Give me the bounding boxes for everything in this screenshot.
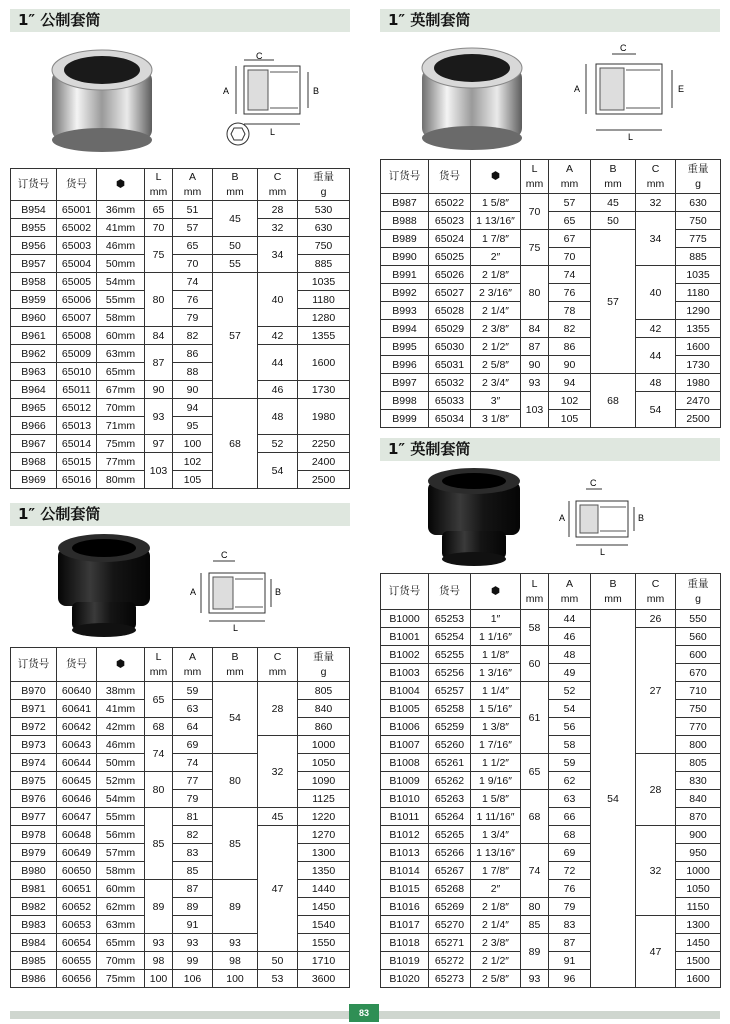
table-row: B1008 65261 1 1/2″ 65 59 28 805	[381, 754, 721, 772]
table-row: B963 65010 65mm 88	[11, 363, 350, 381]
header-a: A mm	[549, 160, 591, 194]
spec-table-imperial-chrome	[380, 159, 721, 428]
table-row: B965 65012 70mm 93 94 68 48 1980	[11, 399, 350, 417]
table-row: B969 65016 80mm 105 2500	[11, 471, 350, 489]
table-row: B1006 65259 1 3/8″ 56 770	[381, 718, 721, 736]
table-row: B1018 65271 2 3/8″ 89 87 1450	[381, 934, 721, 952]
header-b: B mm	[213, 169, 258, 201]
header-weight: 重量 g	[298, 169, 350, 201]
header-b: B mm	[213, 648, 258, 682]
chrome-socket-12pt-photo	[410, 38, 540, 153]
table-row: B1000 65253 1″ 58 44 54 26 550	[381, 610, 721, 628]
table-row: B977 60647 55mm 85 81 85 45 1220	[11, 808, 350, 826]
socket-dimension-diagram	[185, 547, 295, 632]
header-order-no: 订货号	[11, 169, 57, 201]
chrome-socket-photo	[40, 40, 170, 155]
table-row: B987 65022 1 5/8″ 70 57 45 32 630	[381, 194, 721, 212]
table-row: B957 65004 50mm 70 55 885	[11, 255, 350, 273]
header-order-no: 订货号	[381, 574, 429, 610]
table-row: B999 65034 3 1/8″ 105 2500	[381, 410, 721, 428]
diagram-label-b: B	[313, 86, 320, 96]
table-row: B990 65025 2″ 70 885	[381, 248, 721, 266]
header-c: C mm	[258, 169, 298, 201]
socket-dimension-diagram	[556, 475, 656, 560]
table-row: B980 60650 58mm 85 1350	[11, 862, 350, 880]
diagram-label-b: B	[275, 587, 282, 597]
header-weight: 重量 g	[298, 648, 350, 682]
header-c: C mm	[636, 160, 676, 194]
header-size	[97, 169, 145, 201]
section-title-metric-chrome: 1″ 公制套筒	[10, 9, 350, 32]
table-row: B1015 65268 2″ 76 1050	[381, 880, 721, 898]
table-row: B968 65015 77mm 103 102 54 2400	[11, 453, 350, 471]
diagram-label-l: L	[628, 132, 634, 142]
socket-dimension-diagram	[560, 42, 690, 142]
header-l: L mm	[145, 648, 173, 682]
table-row: B974 60644 50mm 74 80 1050	[11, 754, 350, 772]
table-row: B976 60646 54mm 79 1125	[11, 790, 350, 808]
table-row: B1009 65262 1 9/16″ 62 830	[381, 772, 721, 790]
table-row: B998 65033 3″ 103 102 54 2470	[381, 392, 721, 410]
table-row: B975 60645 52mm 80 77 1090	[11, 772, 350, 790]
diagram-label-c: C	[620, 43, 627, 53]
table-row: B966 65013 71mm 95	[11, 417, 350, 435]
diagram-label-a: A	[223, 86, 230, 96]
table-row: B984 60654 65mm 93 93 93 1550	[11, 934, 350, 952]
diagram-label-l: L	[270, 127, 276, 137]
header-l: L mm	[521, 574, 549, 610]
impact-socket-photo	[50, 530, 160, 640]
table-row: B989 65024 1 7/8″ 75 67 57 775	[381, 230, 721, 248]
table-row: B1007 65260 1 7/16″ 58 800	[381, 736, 721, 754]
table-row: B1013 65266 1 13/16″ 74 69 950	[381, 844, 721, 862]
spec-table-imperial-impact	[380, 573, 721, 988]
table-row: B970 60640 38mm 65 59 54 28 805	[11, 682, 350, 700]
diagram-label-c: C	[256, 52, 263, 61]
table-row: B971 60641 41mm 63 840	[11, 700, 350, 718]
table-row: B962 65009 63mm 87 86 44 1600	[11, 345, 350, 363]
table-row: B986 60656 75mm 100 106 100 53 3600	[11, 970, 350, 988]
table-row: B954 65001 36mm 65 51 45 28 530	[11, 201, 350, 219]
nut-icon: ⬢	[490, 585, 501, 597]
table-row: B992 65027 2 3/16″ 76 1180	[381, 284, 721, 302]
table-row: B973 60643 46mm 74 69 32 1000	[11, 736, 350, 754]
table-row: B972 60642 42mm 68 64 860	[11, 718, 350, 736]
table-row: B1012 65265 1 3/4″ 68 32 900	[381, 826, 721, 844]
header-order-no: 订货号	[381, 160, 429, 194]
table-row: B1017 65270 2 1/4″ 85 83 47 1300	[381, 916, 721, 934]
header-item-no: 货号	[57, 648, 97, 682]
table-row: B996 65031 2 5/8″ 90 90 1730	[381, 356, 721, 374]
table-row: B1014 65267 1 7/8″ 72 1000	[381, 862, 721, 880]
table-row: B985 60655 70mm 98 99 98 50 1710	[11, 952, 350, 970]
header-item-no: 货号	[429, 160, 471, 194]
header-a: A mm	[173, 169, 213, 201]
header-weight: 重量 g	[676, 574, 721, 610]
table-row: B982 60652 62mm 89 1450	[11, 898, 350, 916]
table-row: B961 65008 60mm 84 82 42 1355	[11, 327, 350, 345]
header-l: L mm	[145, 169, 173, 201]
page-number: 83	[349, 1004, 379, 1022]
table-row: B1019 65272 2 1/2″ 91 1500	[381, 952, 721, 970]
header-size	[471, 574, 521, 610]
table-row: B994 65029 2 3/8″ 84 82 42 1355	[381, 320, 721, 338]
nut-icon: ⬢	[115, 178, 126, 190]
table-row: B964 65011 67mm 90 90 46 1730	[11, 381, 350, 399]
diagram-label-b: B	[638, 513, 645, 523]
table-row: B960 65007 58mm 79 1280	[11, 309, 350, 327]
header-size	[97, 648, 145, 682]
table-row: B967 65014 75mm 97 100 52 2250	[11, 435, 350, 453]
header-c: C mm	[636, 574, 676, 610]
header-item-no: 货号	[429, 574, 471, 610]
header-b: B mm	[591, 160, 636, 194]
section-title-imperial-impact: 1″ 英制套筒	[380, 438, 720, 461]
spec-table-metric-chrome	[10, 168, 350, 489]
nut-icon: ⬢	[115, 658, 126, 670]
diagram-label-a: A	[559, 513, 566, 523]
section-title-imperial-chrome: 1″ 英制套筒	[380, 9, 720, 32]
header-item-no: 货号	[57, 169, 97, 201]
table-row: B979 60649 57mm 83 1300	[11, 844, 350, 862]
spec-table-metric-impact	[10, 647, 350, 988]
table-row: B988 65023 1 13/16″ 65 50 34 750	[381, 212, 721, 230]
table-row: B991 65026 2 1/8″ 80 74 40 1035	[381, 266, 721, 284]
diagram-label-a: A	[190, 587, 197, 597]
header-c: C mm	[258, 648, 298, 682]
header-b: B mm	[591, 574, 636, 610]
table-row: B1001 65254 1 1/16″ 46 27 560	[381, 628, 721, 646]
diagram-label-e: E	[678, 84, 685, 94]
impact-socket-photo	[420, 465, 530, 570]
table-row: B1002 65255 1 1/8″ 60 48 600	[381, 646, 721, 664]
table-row: B1004 65257 1 1/4″ 61 52 710	[381, 682, 721, 700]
table-row: B1003 65256 1 3/16″ 49 670	[381, 664, 721, 682]
diagram-label-l: L	[233, 623, 239, 632]
table-row: B955 65002 41mm 70 57 32 630	[11, 219, 350, 237]
socket-dimension-diagram	[218, 52, 328, 147]
header-weight: 重量 g	[676, 160, 721, 194]
table-row: B1011 65264 1 11/16″ 66 870	[381, 808, 721, 826]
nut-icon: ⬢	[490, 170, 501, 182]
table-row: B981 60651 60mm 89 87 89 1440	[11, 880, 350, 898]
table-row: B959 65006 55mm 76 1180	[11, 291, 350, 309]
header-a: A mm	[173, 648, 213, 682]
diagram-label-c: C	[221, 550, 228, 560]
table-row: B958 65005 54mm 80 74 57 40 1035	[11, 273, 350, 291]
table-row: B1016 65269 2 1/8″ 80 79 1150	[381, 898, 721, 916]
diagram-label-c: C	[590, 478, 597, 488]
header-l: L mm	[521, 160, 549, 194]
table-row: B1010 65263 1 5/8″ 68 63 840	[381, 790, 721, 808]
table-row: B995 65030 2 1/2″ 87 86 44 1600	[381, 338, 721, 356]
table-row: B997 65032 2 3/4″ 93 94 68 48 1980	[381, 374, 721, 392]
table-row: B983 60653 63mm 91 1540	[11, 916, 350, 934]
header-order-no: 订货号	[11, 648, 57, 682]
header-a: A mm	[549, 574, 591, 610]
table-row: B1020 65273 2 5/8″ 93 96 1600	[381, 970, 721, 988]
table-row: B978 60648 56mm 82 47 1270	[11, 826, 350, 844]
table-row: B1005 65258 1 5/16″ 54 750	[381, 700, 721, 718]
table-row: B956 65003 46mm 75 65 50 34 750	[11, 237, 350, 255]
table-row: B993 65028 2 1/4″ 78 1290	[381, 302, 721, 320]
diagram-label-l: L	[600, 547, 606, 557]
diagram-label-a: A	[574, 84, 581, 94]
header-size	[471, 160, 521, 194]
section-title-metric-impact: 1″ 公制套筒	[10, 503, 350, 526]
